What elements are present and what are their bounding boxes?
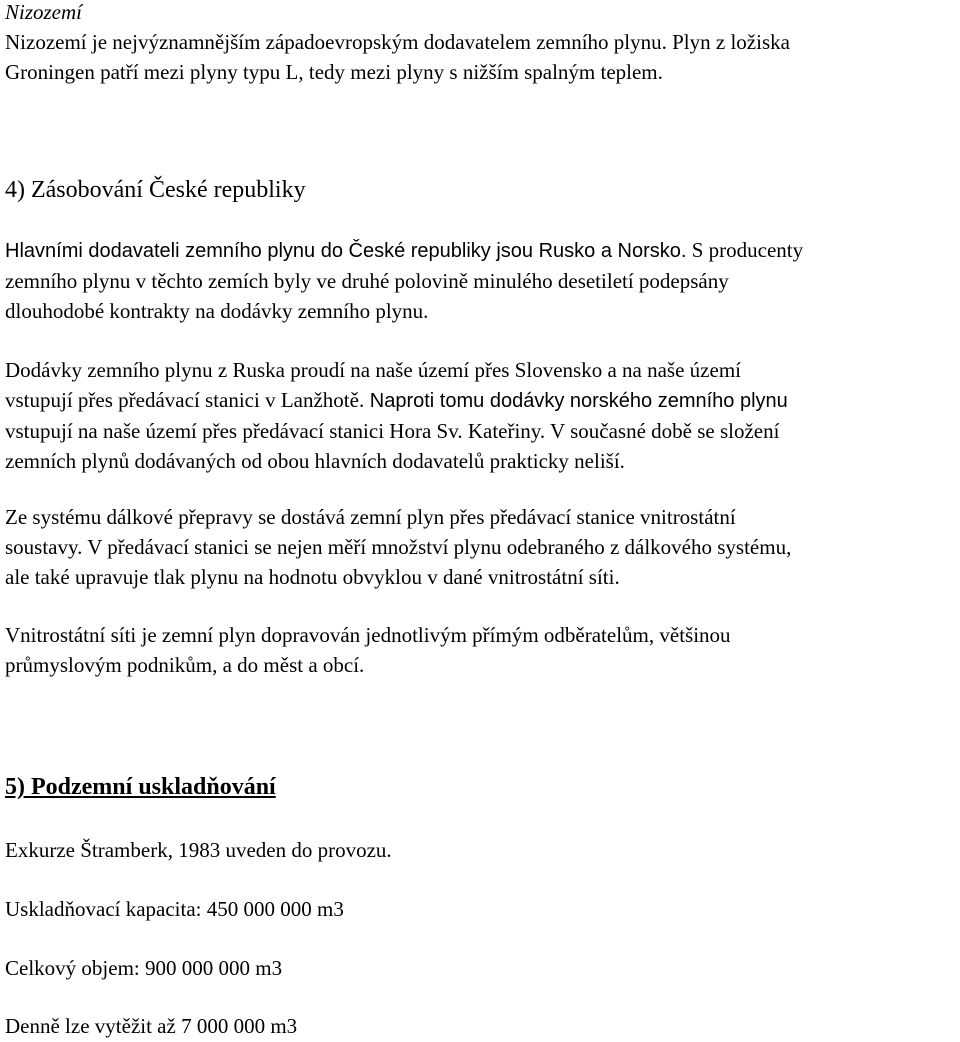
paragraph-2-line-1: Dodávky zemního plynu z Ruska proudí na naše území přes Slovensko a na naše území <box>5 358 741 382</box>
paragraph-1-line-3: dlouhodobé kontrakty na dodávky zemního plynu. <box>5 299 429 323</box>
netherlands-text-line-1: Nizozemí je nejvýznamnějším západoevropským dodavatelem zemního plynu. Plyn z ložiska <box>5 30 790 54</box>
storage-item-3: Celkový objem: 900 000 000 m3 <box>5 956 283 980</box>
paragraph-1-line-1 <box>5 235 957 266</box>
section-4-paragraph-1 <box>5 235 957 326</box>
suppliers-sentence: Hlavními dodavateli zemního plynu do České republiky jsou Rusko a Norsko. <box>5 240 687 262</box>
norway-sentence-start: Naproti tomu dodávky norského zemního plynu <box>364 390 788 412</box>
paragraph-4-line-2: průmyslovým podnikům, a do měst a obcí. <box>5 653 365 677</box>
paragraph-3-line-3: ale také upravuje tlak plynu na hodnotu obvyklou v dané vnitrostátní síti. <box>5 565 620 589</box>
paragraph-1-line-2: zemního plynu v těchto zemích byly ve druhé polovině minulého desetiletí podepsány <box>5 269 729 293</box>
storage-item-2: Uskladňovací kapacita: 450 000 000 m3 <box>5 897 344 921</box>
section-4-heading: 4) Zásobování České republiky <box>5 177 306 203</box>
paragraph-2-line-2 <box>5 385 957 416</box>
paragraph-3-line-2: soustavy. V předávací stanici se nejen měří množství plynu odebraného z dálkového systému, <box>5 535 792 559</box>
producers-sentence-start: S producenty <box>686 238 804 262</box>
netherlands-text-line-2: Groningen patří mezi plyny typu L, tedy mezi plyny s nižším spalným teplem. <box>5 60 663 84</box>
lanzhot-sentence: vstupují přes předávací stanici v Lanžhotě. <box>5 388 365 412</box>
section-4-paragraph-2 <box>5 355 957 476</box>
paragraph-4-line-1: Vnitrostátní síti je zemní plyn dopravován jednotlivým přímým odběratelům, většinou <box>5 623 731 647</box>
paragraph-3-line-1: Ze systému dálkové přepravy se dostává zemní plyn přes předávací stanice vnitrostátní <box>5 505 736 529</box>
storage-item-4: Denně lze vytěžit až 7 000 000 m3 <box>5 1014 298 1038</box>
paragraph-2-line-3: vstupují na naše území přes předávací stanici Hora Sv. Kateřiny. V současné době se složení <box>5 419 780 443</box>
section-4-paragraph-3 <box>5 502 957 592</box>
netherlands-section <box>5 0 957 87</box>
storage-item-1: Exkurze Štramberk, 1983 uveden do provozu. <box>5 838 392 862</box>
netherlands-heading: Nizozemí <box>5 0 83 24</box>
paragraph-2-line-4: zemních plynů dodávaných od obou hlavních dodavatelů prakticky neliší. <box>5 449 625 473</box>
section-5-heading <box>5 772 957 802</box>
section-4-paragraph-4 <box>5 620 957 680</box>
section-5-heading-text: 5) Podzemní uskladňování <box>5 774 276 800</box>
